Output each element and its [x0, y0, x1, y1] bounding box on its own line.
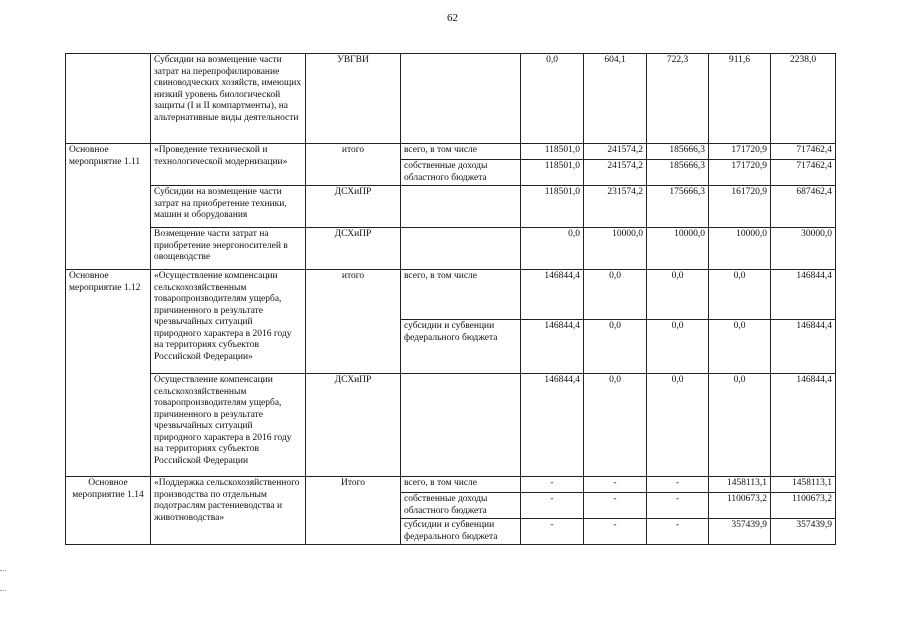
table-row	[66, 144, 836, 160]
value-cell: 722,3	[647, 54, 709, 144]
value-cell: -	[647, 519, 709, 545]
executor-cell: ДСХиПР	[306, 186, 401, 228]
funding-source-cell: собственные доходы областного бюджета	[401, 160, 521, 186]
page-number: 62	[447, 12, 458, 24]
value-cell: 146844,4	[771, 320, 836, 374]
value-cell: 10000,0	[709, 228, 771, 270]
value-cell: 1100673,2	[771, 493, 836, 519]
event-name-cell: Возмещение части затрат на приобретение энергоносителей в овощеводстве	[151, 228, 306, 270]
value-cell: 1100673,2	[709, 493, 771, 519]
measure-cell: Основное мероприятие 1.12	[66, 270, 151, 477]
value-cell: 0,0	[709, 320, 771, 374]
funding-source-cell: субсидии и субвенции федерального бюджета	[401, 320, 521, 374]
value-cell: -	[584, 519, 647, 545]
value-cell: 357439,9	[771, 519, 836, 545]
budget-table	[65, 53, 836, 545]
value-cell: 911,6	[709, 54, 771, 144]
funding-source-cell	[401, 186, 521, 228]
value-cell: 0,0	[709, 270, 771, 320]
value-cell: 0,0	[647, 374, 709, 477]
funding-source-cell: всего, в том числе	[401, 270, 521, 320]
value-cell: 118501,0	[521, 160, 584, 186]
margin-mark	[0, 570, 6, 571]
table-row	[66, 186, 836, 228]
value-cell: 171720,9	[709, 144, 771, 160]
event-name-cell: Субсидии на возмещение части затрат на приобретение техники, машин и оборудования	[151, 186, 306, 228]
value-cell: 241574,2	[584, 144, 647, 160]
value-cell: 231574,2	[584, 186, 647, 228]
value-cell: 0,0	[521, 54, 584, 144]
value-cell: 146844,4	[521, 374, 584, 477]
value-cell: 687462,4	[771, 186, 836, 228]
funding-source-cell	[401, 54, 521, 144]
executor-cell: итого	[306, 144, 401, 186]
funding-source-cell	[401, 228, 521, 270]
executor-cell: Итого	[306, 477, 401, 545]
event-name-cell: Осуществление компенсации сельскохозяйственным товаропроизводителям ущерба, причиненного в результате чрезвычайных ситуаций природного характера в 2016 году на территориях субъектов Российской Федерации	[151, 374, 306, 477]
value-cell: 0,0	[584, 270, 647, 320]
event-name-cell: Субсидии на возмещение части затрат на перепрофилирование свиноводческих хозяйств, имеющих низкий уровень биологической защиты (I и II компартменты), на альтернативные виды деятельности	[151, 54, 306, 144]
executor-cell: ДСХиПР	[306, 228, 401, 270]
value-cell: 604,1	[584, 54, 647, 144]
value-cell: 717462,4	[771, 144, 836, 160]
value-cell: 118501,0	[521, 186, 584, 228]
value-cell: -	[521, 477, 584, 493]
value-cell: 0,0	[584, 320, 647, 374]
table-row	[66, 54, 836, 144]
value-cell: -	[647, 477, 709, 493]
value-cell: 10000,0	[647, 228, 709, 270]
funding-source-cell: собственные доходы областного бюджета	[401, 493, 521, 519]
value-cell: 0,0	[647, 270, 709, 320]
value-cell: 1458113,1	[709, 477, 771, 493]
value-cell: 171720,9	[709, 160, 771, 186]
value-cell: -	[521, 493, 584, 519]
value-cell: 0,0	[521, 228, 584, 270]
event-name-cell: «Проведение технической и технологической модернизации»	[151, 144, 306, 186]
value-cell: 175666,3	[647, 186, 709, 228]
value-cell: 0,0	[584, 374, 647, 477]
value-cell: 241574,2	[584, 160, 647, 186]
value-cell: 146844,4	[521, 320, 584, 374]
value-cell: 1458113,1	[771, 477, 836, 493]
measure-cell: Основное мероприятие 1.14	[66, 477, 151, 545]
event-name-cell: «Поддержка сельскохозяйственного производства по отдельным подотраслям растениеводства и животноводства»	[151, 477, 306, 545]
measure-cell	[66, 54, 151, 144]
value-cell: 161720,9	[709, 186, 771, 228]
funding-source-cell: всего, в том числе	[401, 144, 521, 160]
table-row	[66, 228, 836, 270]
margin-mark	[0, 590, 6, 591]
value-cell: 2238,0	[771, 54, 836, 144]
value-cell: 0,0	[647, 320, 709, 374]
value-cell: 146844,4	[771, 270, 836, 320]
value-cell: 146844,4	[771, 374, 836, 477]
value-cell: 185666,3	[647, 144, 709, 160]
value-cell: 146844,4	[521, 270, 584, 320]
funding-source-cell	[401, 374, 521, 477]
funding-source-cell: всего, в том числе	[401, 477, 521, 493]
value-cell: -	[521, 519, 584, 545]
value-cell: 30000,0	[771, 228, 836, 270]
value-cell: 717462,4	[771, 160, 836, 186]
event-name-cell: «Осуществление компенсации сельскохозяйственным товаропроизводителям ущерба, причиненного в результате чрезвычайных ситуаций природного характера в 2016 году на территориях субъектов Российской Федерации»	[151, 270, 306, 374]
funding-source-cell: субсидии и субвенции федерального бюджета	[401, 519, 521, 545]
measure-cell: Основное мероприятие 1.11	[66, 144, 151, 270]
table-row	[66, 374, 836, 477]
value-cell: 10000,0	[584, 228, 647, 270]
value-cell: 118501,0	[521, 144, 584, 160]
value-cell: 0,0	[709, 374, 771, 477]
table-row	[66, 270, 836, 320]
value-cell: 185666,3	[647, 160, 709, 186]
executor-cell: УВГВИ	[306, 54, 401, 144]
value-cell: -	[647, 493, 709, 519]
executor-cell: ДСХиПР	[306, 374, 401, 477]
value-cell: -	[584, 493, 647, 519]
value-cell: 357439,9	[709, 519, 771, 545]
value-cell: -	[584, 477, 647, 493]
table-row	[66, 477, 836, 493]
executor-cell: итого	[306, 270, 401, 374]
